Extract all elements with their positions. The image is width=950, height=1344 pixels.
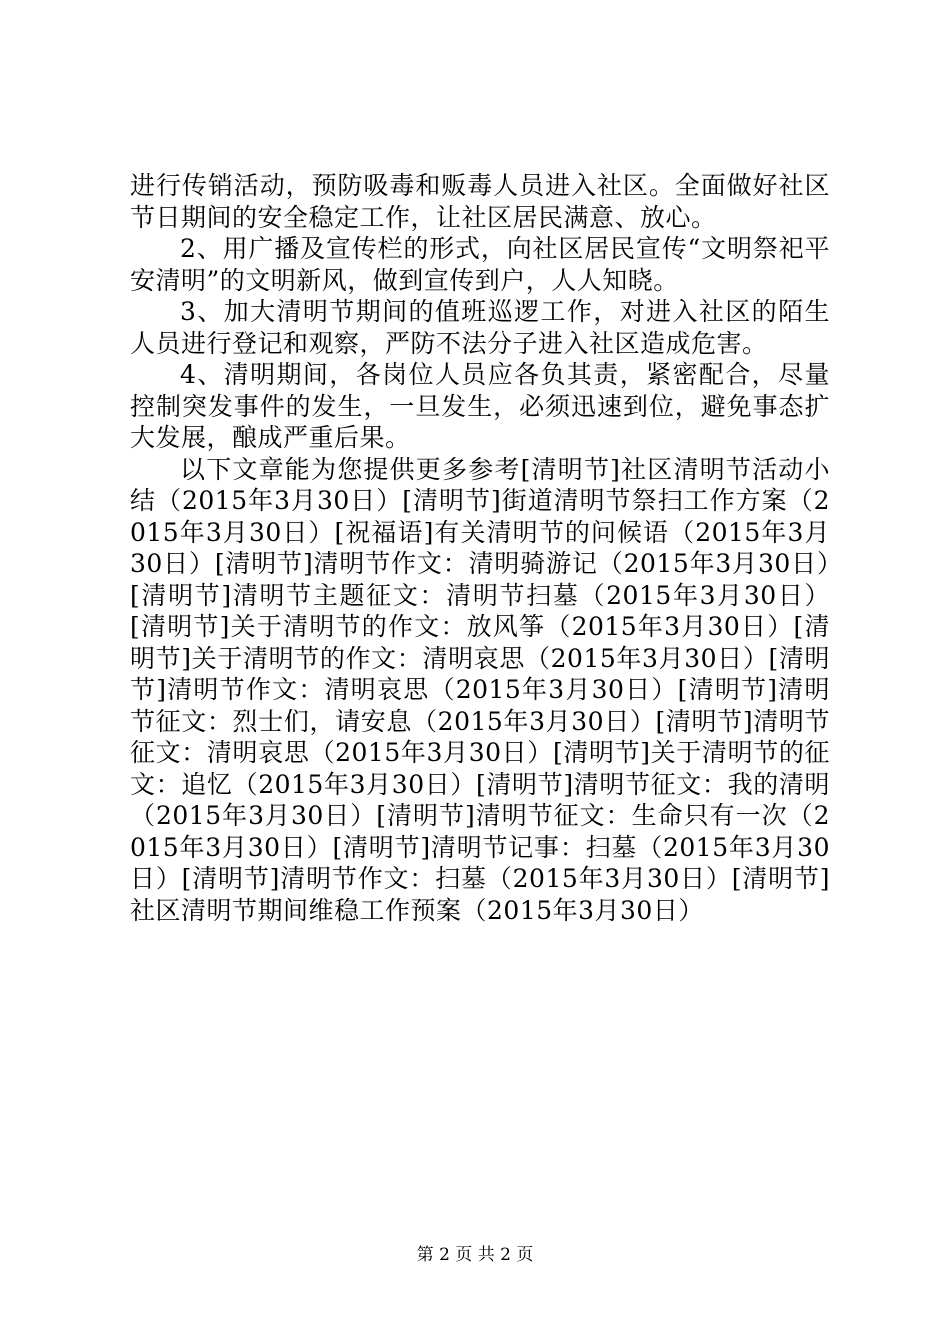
document-body	[130, 170, 830, 926]
paragraph-related-articles: 以下文章能为您提供更多参考[清明节]社区清明节活动小结（2015年3月30日）[清明节]街道清明节祭扫工作方案（2015年3月30日）[祝福语]有关清明节的问候语（2015年3月30日）[清明节]清明节作文：清明骑游记（2015年3月30日）[清明节]清明节主题征文：清明节扫墓（2015年3月30日）[清明节]关于清明节的作文：放风筝（2015年3月30日）[清明节]关于清明节的作文：清明哀思（2015年3月30日）[清明节]清明节作文：清明哀思（2015年3月30日）[清明节]清明节征文：烈士们，请安息（2015年3月30日）[清明节]清明节征文：清明哀思（2015年3月30日）[清明节]关于清明节的征文：追忆（2015年3月30日）[清明节]清明节征文：我的清明（2015年3月30日）[清明节]清明节征文：生命只有一次（2015年3月30日）[清明节]清明节记事：扫墓（2015年3月30日）[清明节]清明节作文：扫墓（2015年3月30日）[清明节]社区清明节期间维稳工作预案（2015年3月30日）	[130, 454, 830, 925]
paragraph-item-4: 4、清明期间，各岗位人员应各负其责，紧密配合，尽量控制突发事件的发生，一旦发生，必须迅速到位，避免事态扩大发展，酿成严重后果。	[130, 360, 830, 452]
paragraph-item-2: 2、用广播及宣传栏的形式，向社区居民宣传“文明祭祀平安清明”的文明新风，做到宣传到户，人人知晓。	[130, 234, 830, 295]
paragraph-continuation: 进行传销活动，预防吸毒和贩毒人员进入社区。全面做好社区节日期间的安全稳定工作，让社区居民满意、放心。	[130, 171, 830, 232]
page-number-footer: 第 2 页 共 2 页	[416, 1245, 534, 1265]
paragraph-item-3: 3、加大清明节期间的值班巡逻工作，对进入社区的陌生人员进行登记和观察，严防不法分子进入社区造成危害。	[130, 297, 830, 358]
